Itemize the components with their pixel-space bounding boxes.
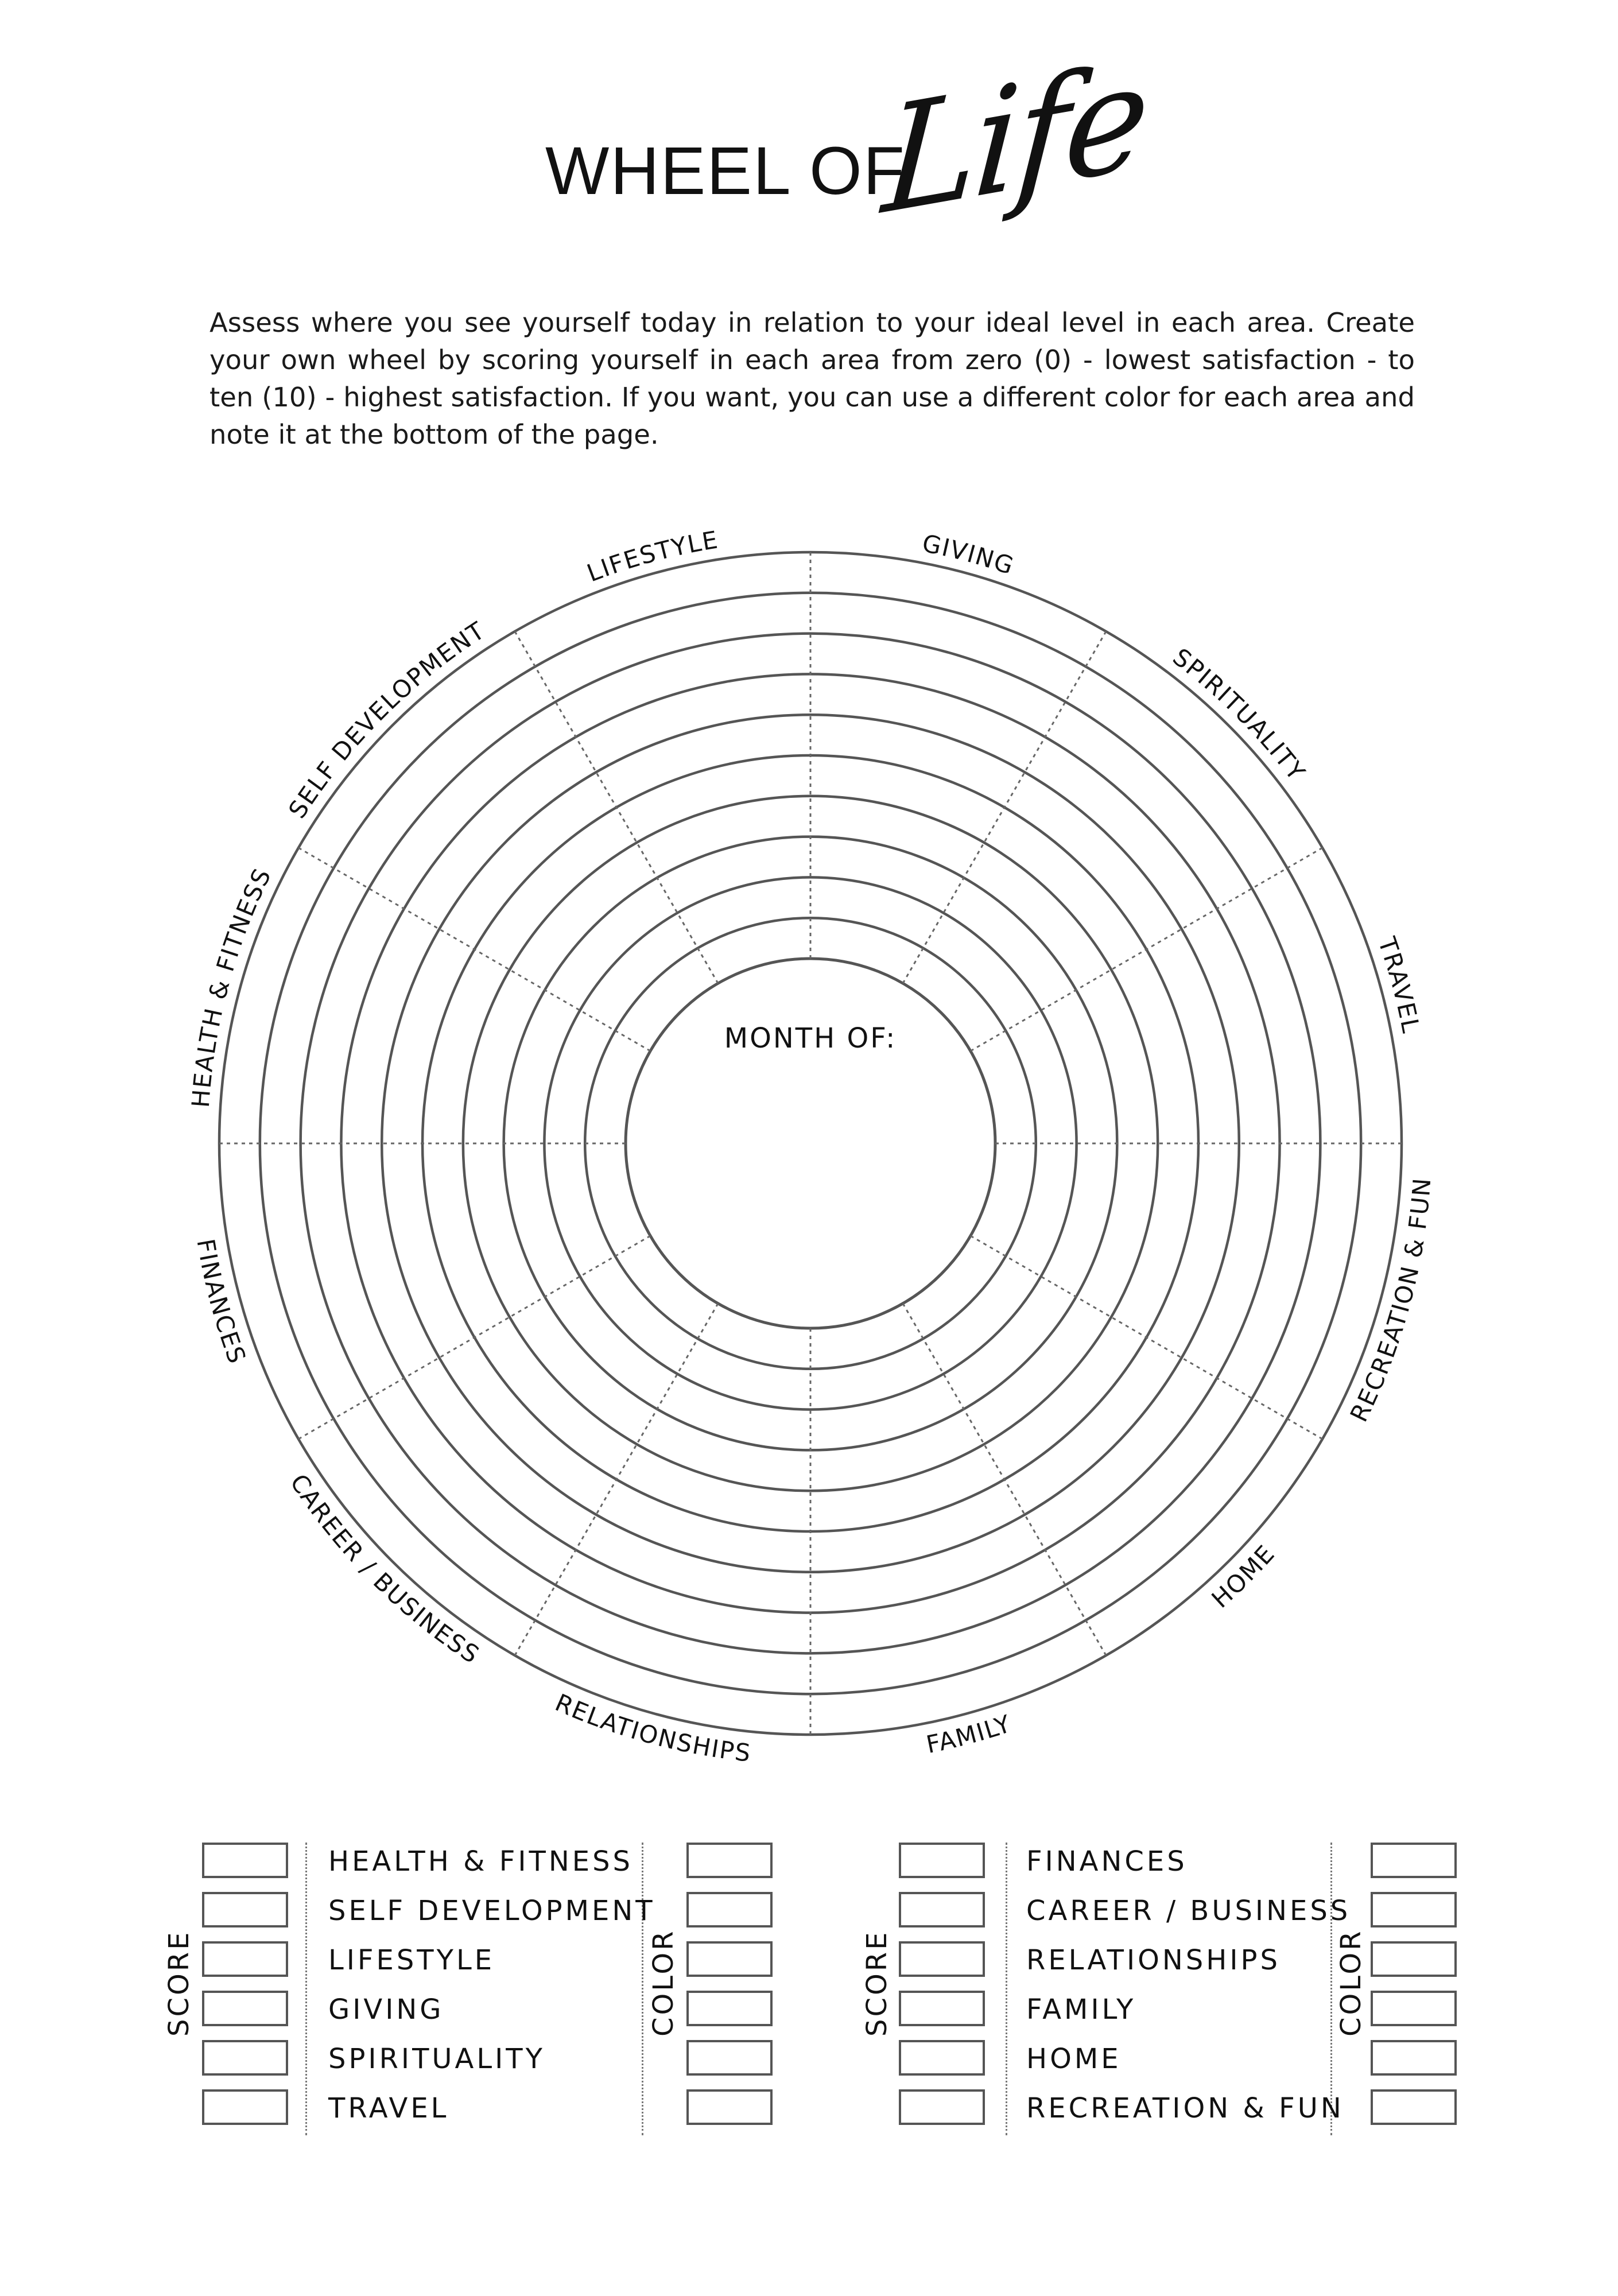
right-color-box[interactable]: [1371, 2040, 1457, 2076]
score-ring: [463, 796, 1158, 1491]
score-ring: [585, 918, 1036, 1369]
right-area-label: RELATIONSHIPS: [1026, 1944, 1281, 1976]
right-score-box[interactable]: [899, 2089, 985, 2125]
right-score-box[interactable]: [899, 2040, 985, 2076]
score-label-right: SCORE: [861, 1930, 893, 2037]
title: [0, 29, 1618, 264]
left-area-label: LIFESTYLE: [328, 1944, 495, 1976]
right-color-box[interactable]: [1371, 1892, 1457, 1927]
wheel-area-label: HOME: [1206, 1539, 1281, 1614]
right-color-box[interactable]: [1371, 2089, 1457, 2125]
wheel-dividers: [219, 552, 1402, 1735]
wheel-area-label: FINANCES: [191, 1236, 252, 1368]
divider-line: [1006, 1843, 1007, 2135]
instructions-paragraph: Assess where you see yourself today in relation to your ideal level in each area. Create your own wheel by scoring yourself in each area from zero (0) - lowest satisfaction - to ten (10) - highest satisfaction. If you want, you can use a different color for each area and note it at the bottom of the page.: [209, 307, 1415, 450]
right-score-box[interactable]: [899, 1991, 985, 2026]
wheel-area-label: TRAVEL: [1372, 933, 1426, 1037]
wheel-area-label: CAREER / BUSINESS: [284, 1469, 485, 1670]
right-color-box[interactable]: [1371, 1991, 1457, 2026]
right-color-box[interactable]: [1371, 1843, 1457, 1878]
wheel-area-label: LIFESTYLE: [583, 525, 721, 588]
wheel-area-label: FAMILY: [924, 1709, 1015, 1759]
right-score-box[interactable]: [899, 1941, 985, 1977]
wheel-area-label: RELATIONSHIPS: [551, 1688, 753, 1767]
score-label-left: SCORE: [163, 1930, 195, 2037]
color-label-left: COLOR: [647, 1929, 680, 2037]
left-area-label: TRAVEL: [328, 2092, 449, 2124]
score-ring: [219, 552, 1402, 1735]
score-ring: [260, 593, 1361, 1694]
wheel-area-label: GIVING: [919, 529, 1018, 581]
divider-line: [1330, 1843, 1332, 2135]
month-of-label[interactable]: MONTH OF:: [724, 1022, 897, 1054]
right-area-label: FAMILY: [1026, 1994, 1136, 2026]
right-score-box[interactable]: [899, 1843, 985, 1878]
wheel-area-label: HEALTH & FITNESS: [186, 863, 277, 1109]
left-area-label: SPIRITUALITY: [328, 2043, 545, 2075]
inner-circle: [626, 959, 995, 1328]
right-color-box[interactable]: [1371, 1941, 1457, 1977]
wheel-area-labels: [187, 525, 1437, 1767]
right-area-label: RECREATION & FUN: [1026, 2092, 1344, 2124]
legend-right-group: [0, 1843, 1618, 2141]
right-area-label: HOME: [1026, 2043, 1122, 2075]
color-label-right: COLOR: [1335, 1929, 1367, 2037]
score-ring: [422, 755, 1198, 1531]
wheel-area-label: SPIRITUALITY: [1167, 642, 1312, 786]
right-area-label: CAREER / BUSINESS: [1026, 1895, 1351, 1927]
wheel-rings: [219, 552, 1402, 1735]
wheel-of-life-chart: [0, 505, 1618, 1791]
wheel-area-label: RECREATION & FUN: [1344, 1176, 1437, 1426]
left-area-label: HEALTH & FITNESS: [328, 1845, 634, 1878]
left-area-label: SELF DEVELOPMENT: [328, 1895, 655, 1927]
left-area-label: GIVING: [328, 1994, 444, 2026]
right-score-box[interactable]: [899, 1892, 985, 1927]
wheel-area-label: SELF DEVELOPMENT: [283, 616, 491, 824]
right-area-label: FINANCES: [1026, 1845, 1188, 1878]
title-script: Life: [878, 29, 1152, 247]
title-plain: WHEEL OF: [545, 133, 906, 209]
